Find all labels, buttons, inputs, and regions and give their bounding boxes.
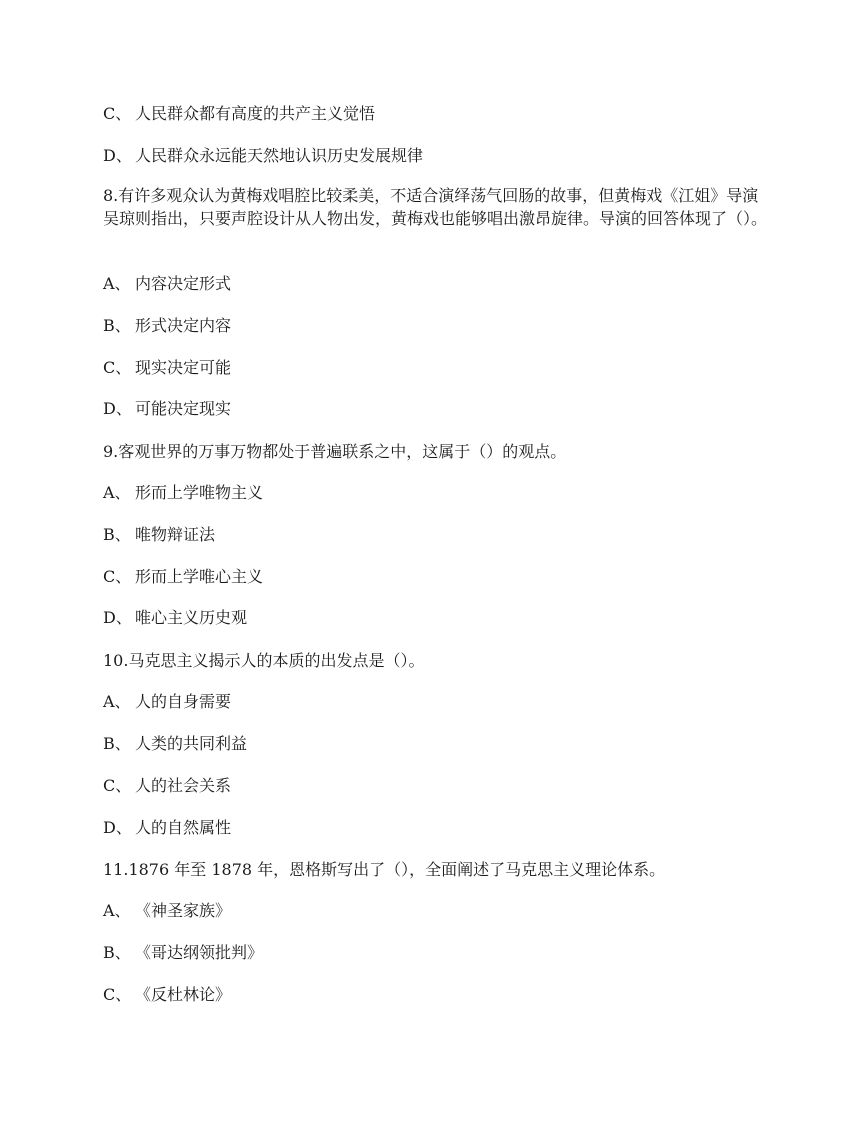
option-line: [103, 817, 231, 839]
option-text: 可能决定现实: [135, 399, 232, 418]
option-line: [103, 566, 263, 588]
option-text: 人的自身需要: [135, 692, 232, 711]
option-line: [103, 524, 215, 546]
option-line: [103, 103, 375, 125]
question-text: 8.有许多观众认为黄梅戏唱腔比较柔美，不适合演绎荡气回肠的故事，但黄梅戏《江姐》导演吴琼则指出，只要声腔设计从人物出发，黄梅戏也能够唱出激昂旋律。导演的回答体现了（）。: [103, 186, 768, 228]
option-line: [103, 691, 231, 713]
option-text: 唯心主义历史观: [135, 608, 248, 627]
option-line: [103, 398, 231, 420]
option-line: [103, 482, 263, 504]
option-letter: D、: [103, 608, 132, 627]
option-letter: A、: [103, 692, 131, 711]
option-text: 现实决定可能: [135, 358, 232, 377]
option-line: [103, 942, 263, 964]
option-text: 形而上学唯物主义: [135, 483, 264, 502]
option-text: 形而上学唯心主义: [135, 567, 264, 586]
option-letter: C、: [103, 104, 132, 123]
option-text: 《神圣家族》: [135, 901, 232, 920]
option-letter: B、: [103, 943, 131, 962]
option-letter: C、: [103, 567, 132, 586]
option-letter: D、: [103, 146, 132, 165]
option-letter: C、: [103, 358, 132, 377]
option-letter: A、: [103, 483, 131, 502]
option-line: [103, 273, 231, 295]
option-letter: C、: [103, 985, 132, 1004]
question-text: 10.马克思主义揭示人的本质的出发点是（）。: [103, 651, 425, 670]
option-letter: B、: [103, 316, 131, 335]
option-letter: D、: [103, 399, 132, 418]
option-text: 内容决定形式: [135, 274, 232, 293]
option-letter: D、: [103, 818, 132, 837]
option-text: 《哥达纲领批判》: [135, 943, 264, 962]
option-line: [103, 900, 231, 922]
option-text: 人的自然属性: [135, 818, 232, 837]
question-text: 11.1876 年至 1878 年，恩格斯写出了（），全面阐述了马克思主义理论体系。: [103, 860, 666, 879]
option-letter: C、: [103, 776, 132, 795]
option-letter: A、: [103, 274, 131, 293]
option-letter: A、: [103, 901, 131, 920]
option-text: 人民群众都有高度的共产主义觉悟: [135, 104, 376, 123]
option-line: [103, 733, 247, 755]
option-line: [103, 607, 247, 629]
option-line: [103, 775, 231, 797]
option-text: 唯物辩证法: [135, 525, 216, 544]
option-text: 形式决定内容: [135, 316, 232, 335]
option-text: 人类的共同利益: [135, 734, 248, 753]
option-line: [103, 357, 231, 379]
option-letter: B、: [103, 525, 131, 544]
option-line: [103, 315, 231, 337]
option-text: 《反杜林论》: [135, 985, 232, 1004]
option-line: [103, 145, 423, 167]
option-text: 人的社会关系: [135, 776, 232, 795]
option-text: 人民群众永远能天然地认识历史发展规律: [135, 146, 424, 165]
question-text: 9.客观世界的万事万物都处于普遍联系之中，这属于（）的观点。: [103, 442, 567, 461]
option-letter: B、: [103, 734, 131, 753]
option-line: [103, 984, 231, 1006]
